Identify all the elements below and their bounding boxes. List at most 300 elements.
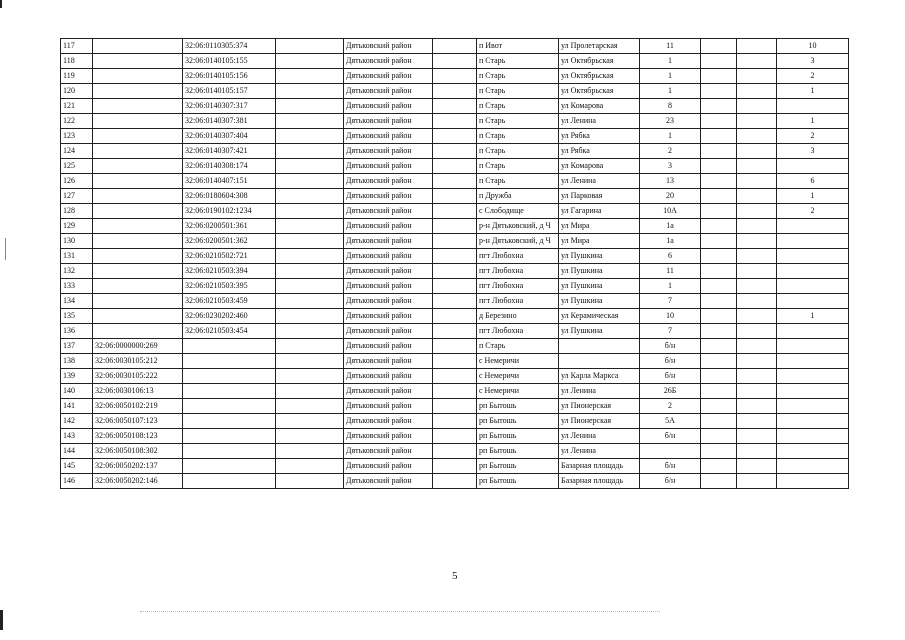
house-cell: б/н xyxy=(640,459,701,474)
blank-cell xyxy=(276,459,344,474)
cadastral-number-b xyxy=(183,444,276,459)
blank-cell xyxy=(737,324,777,339)
blank-cell xyxy=(276,384,344,399)
blank-cell xyxy=(276,339,344,354)
locality-cell: п Старь xyxy=(477,54,559,69)
row-number: 119 xyxy=(61,69,93,84)
blank-cell xyxy=(276,294,344,309)
row-number: 141 xyxy=(61,399,93,414)
cadastral-number-a xyxy=(93,279,183,294)
table-row xyxy=(61,54,849,69)
cadastral-number-a: 32:06:0050107:123 xyxy=(93,414,183,429)
cadastral-number-b: 32:06:0210502:721 xyxy=(183,249,276,264)
locality-cell: рп Бытошь xyxy=(477,429,559,444)
blank-cell xyxy=(737,459,777,474)
table-row xyxy=(61,129,849,144)
blank-cell xyxy=(737,189,777,204)
blank-cell xyxy=(433,369,477,384)
district-cell: Дятьковский район xyxy=(344,294,433,309)
street-cell: ул Комарова xyxy=(559,159,640,174)
blank-cell xyxy=(701,129,737,144)
table-row xyxy=(61,174,849,189)
count-cell xyxy=(777,429,849,444)
locality-cell: с Немеричи xyxy=(477,354,559,369)
count-cell: 2 xyxy=(777,204,849,219)
row-number: 127 xyxy=(61,189,93,204)
blank-cell xyxy=(701,189,737,204)
row-number: 133 xyxy=(61,279,93,294)
blank-cell xyxy=(701,459,737,474)
cadastral-number-a: 32:06:0030106:13 xyxy=(93,384,183,399)
cadastral-number-a xyxy=(93,189,183,204)
row-number: 125 xyxy=(61,159,93,174)
cadastral-number-b xyxy=(183,384,276,399)
blank-cell xyxy=(433,354,477,369)
blank-cell xyxy=(433,339,477,354)
district-cell: Дятьковский район xyxy=(344,129,433,144)
blank-cell xyxy=(433,399,477,414)
cadastral-number-a xyxy=(93,99,183,114)
cadastral-number-a xyxy=(93,174,183,189)
row-number: 138 xyxy=(61,354,93,369)
count-cell xyxy=(777,399,849,414)
cadastral-number-b: 32:06:0210503:394 xyxy=(183,264,276,279)
street-cell: ул Рябка xyxy=(559,129,640,144)
street-cell xyxy=(559,339,640,354)
locality-cell: рп Бытошь xyxy=(477,414,559,429)
district-cell: Дятьковский район xyxy=(344,144,433,159)
blank-cell xyxy=(701,399,737,414)
blank-cell xyxy=(433,234,477,249)
table-row xyxy=(61,294,849,309)
cadastral-number-b: 32:06:0140307:317 xyxy=(183,99,276,114)
table-row xyxy=(61,159,849,174)
count-cell: 1 xyxy=(777,84,849,99)
blank-cell xyxy=(701,369,737,384)
house-cell: 5А xyxy=(640,414,701,429)
locality-cell: п Старь xyxy=(477,99,559,114)
cadastral-number-b: 32:06:0140105:157 xyxy=(183,84,276,99)
district-cell: Дятьковский район xyxy=(344,339,433,354)
cadastral-number-a xyxy=(93,324,183,339)
district-cell: Дятьковский район xyxy=(344,189,433,204)
cadastral-number-a: 32:06:0050108:123 xyxy=(93,429,183,444)
row-number: 137 xyxy=(61,339,93,354)
cadastral-number-b: 32:06:0140307:404 xyxy=(183,129,276,144)
blank-cell xyxy=(737,84,777,99)
table-row xyxy=(61,459,849,474)
cadastral-number-b: 32:06:0190102:1234 xyxy=(183,204,276,219)
count-cell: 3 xyxy=(777,144,849,159)
cadastral-number-b: 32:06:0210503:459 xyxy=(183,294,276,309)
blank-cell xyxy=(701,39,737,54)
district-cell: Дятьковский район xyxy=(344,69,433,84)
blank-cell xyxy=(737,369,777,384)
blank-cell xyxy=(276,369,344,384)
blank-cell xyxy=(433,309,477,324)
street-cell: Базарная площадь xyxy=(559,459,640,474)
street-cell: ул Октябрьская xyxy=(559,84,640,99)
district-cell: Дятьковский район xyxy=(344,54,433,69)
house-cell: 1 xyxy=(640,69,701,84)
table-row xyxy=(61,384,849,399)
table-row xyxy=(61,219,849,234)
count-cell: 6 xyxy=(777,174,849,189)
cadastral-number-a xyxy=(93,294,183,309)
blank-cell xyxy=(276,114,344,129)
table-row xyxy=(61,429,849,444)
register-table xyxy=(60,38,849,489)
cadastral-number-a xyxy=(93,219,183,234)
district-cell: Дятьковский район xyxy=(344,39,433,54)
cadastral-number-a xyxy=(93,114,183,129)
district-cell: Дятьковский район xyxy=(344,309,433,324)
blank-cell xyxy=(433,69,477,84)
table-row xyxy=(61,444,849,459)
district-cell: Дятьковский район xyxy=(344,459,433,474)
cadastral-number-b: 32:06:0140307:381 xyxy=(183,114,276,129)
blank-cell xyxy=(276,474,344,489)
count-cell: 1 xyxy=(777,114,849,129)
street-cell: ул Пушкина xyxy=(559,249,640,264)
cadastral-number-b: 32:06:0140407:151 xyxy=(183,174,276,189)
locality-cell: пгт Любохна xyxy=(477,279,559,294)
blank-cell xyxy=(701,309,737,324)
count-cell xyxy=(777,414,849,429)
locality-cell: пгт Любохна xyxy=(477,264,559,279)
count-cell: 10 xyxy=(777,39,849,54)
table-row xyxy=(61,69,849,84)
district-cell: Дятьковский район xyxy=(344,324,433,339)
blank-cell xyxy=(701,69,737,84)
cadastral-number-a xyxy=(93,309,183,324)
count-cell xyxy=(777,474,849,489)
blank-cell xyxy=(433,204,477,219)
blank-cell xyxy=(433,324,477,339)
street-cell xyxy=(559,354,640,369)
blank-cell xyxy=(737,294,777,309)
district-cell: Дятьковский район xyxy=(344,84,433,99)
blank-cell xyxy=(433,384,477,399)
street-cell: ул Ленина xyxy=(559,444,640,459)
street-cell: ул Ленина xyxy=(559,114,640,129)
blank-cell xyxy=(701,324,737,339)
street-cell: ул Ленина xyxy=(559,384,640,399)
row-number: 136 xyxy=(61,324,93,339)
house-cell: 2 xyxy=(640,399,701,414)
house-cell: 1 xyxy=(640,54,701,69)
district-cell: Дятьковский район xyxy=(344,444,433,459)
row-number: 135 xyxy=(61,309,93,324)
count-cell xyxy=(777,444,849,459)
locality-cell: с Немеричи xyxy=(477,369,559,384)
table-row xyxy=(61,339,849,354)
district-cell: Дятьковский район xyxy=(344,369,433,384)
table-row xyxy=(61,354,849,369)
blank-cell xyxy=(276,54,344,69)
table-row xyxy=(61,369,849,384)
count-cell xyxy=(777,264,849,279)
district-cell: Дятьковский район xyxy=(344,219,433,234)
street-cell: ул Мира xyxy=(559,219,640,234)
blank-cell xyxy=(701,429,737,444)
count-cell xyxy=(777,324,849,339)
street-cell: ул Пушкина xyxy=(559,264,640,279)
locality-cell: р-н Дятьковский, д Ч xyxy=(477,219,559,234)
blank-cell xyxy=(276,204,344,219)
cadastral-number-b xyxy=(183,369,276,384)
blank-cell xyxy=(433,114,477,129)
blank-cell xyxy=(737,309,777,324)
table-row xyxy=(61,144,849,159)
row-number: 130 xyxy=(61,234,93,249)
cadastral-number-b xyxy=(183,414,276,429)
blank-cell xyxy=(701,54,737,69)
house-cell: 2 xyxy=(640,144,701,159)
street-cell: ул Пушкина xyxy=(559,294,640,309)
count-cell xyxy=(777,249,849,264)
house-cell: б/н xyxy=(640,429,701,444)
cadastral-number-b: 32:06:0110305:374 xyxy=(183,39,276,54)
district-cell: Дятьковский район xyxy=(344,159,433,174)
district-cell: Дятьковский район xyxy=(344,114,433,129)
district-cell: Дятьковский район xyxy=(344,384,433,399)
blank-cell xyxy=(737,159,777,174)
house-cell: 26Б xyxy=(640,384,701,399)
blank-cell xyxy=(737,99,777,114)
street-cell: ул Октябрьская xyxy=(559,69,640,84)
row-number: 146 xyxy=(61,474,93,489)
cadastral-number-a xyxy=(93,234,183,249)
blank-cell xyxy=(701,279,737,294)
blank-cell xyxy=(433,144,477,159)
blank-cell xyxy=(737,174,777,189)
table-row xyxy=(61,279,849,294)
cadastral-number-a xyxy=(93,39,183,54)
row-number: 118 xyxy=(61,54,93,69)
blank-cell xyxy=(701,144,737,159)
blank-cell xyxy=(276,69,344,84)
street-cell: ул Парковая xyxy=(559,189,640,204)
row-number: 142 xyxy=(61,414,93,429)
house-cell: 1 xyxy=(640,279,701,294)
cadastral-number-b xyxy=(183,339,276,354)
blank-cell xyxy=(737,114,777,129)
locality-cell: пгт Любохна xyxy=(477,249,559,264)
table-row xyxy=(61,474,849,489)
cadastral-number-a xyxy=(93,144,183,159)
cadastral-number-a xyxy=(93,264,183,279)
blank-cell xyxy=(701,264,737,279)
street-cell: ул Ленина xyxy=(559,429,640,444)
street-cell: ул Комарова xyxy=(559,99,640,114)
house-cell: 7 xyxy=(640,294,701,309)
locality-cell: рп Бытошь xyxy=(477,474,559,489)
cadastral-number-a xyxy=(93,249,183,264)
street-cell: ул Мира xyxy=(559,234,640,249)
locality-cell: п Старь xyxy=(477,174,559,189)
cadastral-number-a: 32:06:0050202:137 xyxy=(93,459,183,474)
blank-cell xyxy=(433,159,477,174)
scan-mark-top xyxy=(0,0,2,8)
locality-cell: рп Бытошь xyxy=(477,444,559,459)
locality-cell: с Немеричи xyxy=(477,384,559,399)
locality-cell: р-н Дятьковский, д Ч xyxy=(477,234,559,249)
blank-cell xyxy=(276,99,344,114)
blank-cell xyxy=(701,174,737,189)
blank-cell xyxy=(276,39,344,54)
house-cell: 11 xyxy=(640,39,701,54)
cadastral-number-b: 32:06:0210503:454 xyxy=(183,324,276,339)
row-number: 120 xyxy=(61,84,93,99)
blank-cell xyxy=(701,474,737,489)
blank-cell xyxy=(737,144,777,159)
blank-cell xyxy=(737,474,777,489)
table-row xyxy=(61,309,849,324)
district-cell: Дятьковский район xyxy=(344,264,433,279)
row-number: 132 xyxy=(61,264,93,279)
blank-cell xyxy=(701,99,737,114)
locality-cell: п Старь xyxy=(477,114,559,129)
blank-cell xyxy=(737,444,777,459)
blank-cell xyxy=(701,249,737,264)
blank-cell xyxy=(433,459,477,474)
count-cell: 1 xyxy=(777,309,849,324)
cadastral-number-b: 32:06:0200501:362 xyxy=(183,234,276,249)
cadastral-number-a xyxy=(93,54,183,69)
locality-cell: п Старь xyxy=(477,159,559,174)
house-cell: 1а xyxy=(640,234,701,249)
table-row xyxy=(61,399,849,414)
row-number: 139 xyxy=(61,369,93,384)
locality-cell: п Старь xyxy=(477,129,559,144)
row-number: 144 xyxy=(61,444,93,459)
blank-cell xyxy=(276,129,344,144)
cadastral-number-a: 32:06:0000000:269 xyxy=(93,339,183,354)
blank-cell xyxy=(276,159,344,174)
table-body xyxy=(61,39,849,489)
row-number: 134 xyxy=(61,294,93,309)
count-cell xyxy=(777,354,849,369)
count-cell xyxy=(777,99,849,114)
scan-mark-bottom xyxy=(0,610,3,630)
blank-cell xyxy=(433,264,477,279)
district-cell: Дятьковский район xyxy=(344,399,433,414)
count-cell xyxy=(777,294,849,309)
row-number: 117 xyxy=(61,39,93,54)
blank-cell xyxy=(276,264,344,279)
blank-cell xyxy=(737,219,777,234)
blank-cell xyxy=(737,279,777,294)
cadastral-number-b: 32:06:0180604:308 xyxy=(183,189,276,204)
blank-cell xyxy=(276,174,344,189)
street-cell: ул Рябка xyxy=(559,144,640,159)
blank-cell xyxy=(737,354,777,369)
blank-cell xyxy=(433,84,477,99)
street-cell: ул Пионерская xyxy=(559,414,640,429)
table-row xyxy=(61,249,849,264)
district-cell: Дятьковский район xyxy=(344,429,433,444)
blank-cell xyxy=(276,354,344,369)
cadastral-number-a: 32:06:0030105:222 xyxy=(93,369,183,384)
house-cell: 1 xyxy=(640,84,701,99)
count-cell xyxy=(777,384,849,399)
count-cell: 1 xyxy=(777,189,849,204)
table-row xyxy=(61,204,849,219)
blank-cell xyxy=(737,249,777,264)
cadastral-number-b: 32:06:0200501:361 xyxy=(183,219,276,234)
count-cell xyxy=(777,159,849,174)
blank-cell xyxy=(737,414,777,429)
locality-cell: п Дружба xyxy=(477,189,559,204)
cadastral-number-a: 32:06:0050108:302 xyxy=(93,444,183,459)
house-cell: 11 xyxy=(640,264,701,279)
locality-cell: рп Бытошь xyxy=(477,399,559,414)
blank-cell xyxy=(433,249,477,264)
street-cell: ул Карла Маркса xyxy=(559,369,640,384)
blank-cell xyxy=(276,429,344,444)
house-cell: б/н xyxy=(640,339,701,354)
count-cell xyxy=(777,339,849,354)
row-number: 122 xyxy=(61,114,93,129)
blank-cell xyxy=(276,219,344,234)
house-cell: б/н xyxy=(640,474,701,489)
blank-cell xyxy=(701,159,737,174)
house-cell: 3 xyxy=(640,159,701,174)
row-number: 131 xyxy=(61,249,93,264)
blank-cell xyxy=(433,39,477,54)
cadastral-number-a: 32:06:0050202:146 xyxy=(93,474,183,489)
district-cell: Дятьковский район xyxy=(344,99,433,114)
locality-cell: п Старь xyxy=(477,84,559,99)
street-cell: ул Пролетарская xyxy=(559,39,640,54)
house-cell: 20 xyxy=(640,189,701,204)
blank-cell xyxy=(433,429,477,444)
blank-cell xyxy=(701,354,737,369)
table-row xyxy=(61,114,849,129)
blank-cell xyxy=(433,189,477,204)
blank-cell xyxy=(737,129,777,144)
table-row xyxy=(61,39,849,54)
locality-cell: пгт Любохна xyxy=(477,294,559,309)
row-number: 129 xyxy=(61,219,93,234)
district-cell: Дятьковский район xyxy=(344,174,433,189)
street-cell: ул Ленина xyxy=(559,174,640,189)
blank-cell xyxy=(276,144,344,159)
house-cell: 1а xyxy=(640,219,701,234)
house-cell: 7 xyxy=(640,324,701,339)
locality-cell: рп Бытошь xyxy=(477,459,559,474)
house-cell: б/н xyxy=(640,369,701,384)
row-number: 123 xyxy=(61,129,93,144)
blank-cell xyxy=(276,324,344,339)
cadastral-number-a xyxy=(93,84,183,99)
district-cell: Дятьковский район xyxy=(344,204,433,219)
locality-cell: п Старь xyxy=(477,339,559,354)
blank-cell xyxy=(701,204,737,219)
blank-cell xyxy=(276,234,344,249)
count-cell: 3 xyxy=(777,54,849,69)
street-cell: ул Гагарина xyxy=(559,204,640,219)
blank-cell xyxy=(737,399,777,414)
cadastral-number-b: 32:06:0140105:156 xyxy=(183,69,276,84)
house-cell xyxy=(640,444,701,459)
blank-cell xyxy=(276,189,344,204)
blank-cell xyxy=(433,174,477,189)
cadastral-number-b xyxy=(183,399,276,414)
blank-cell xyxy=(276,414,344,429)
blank-cell xyxy=(737,264,777,279)
